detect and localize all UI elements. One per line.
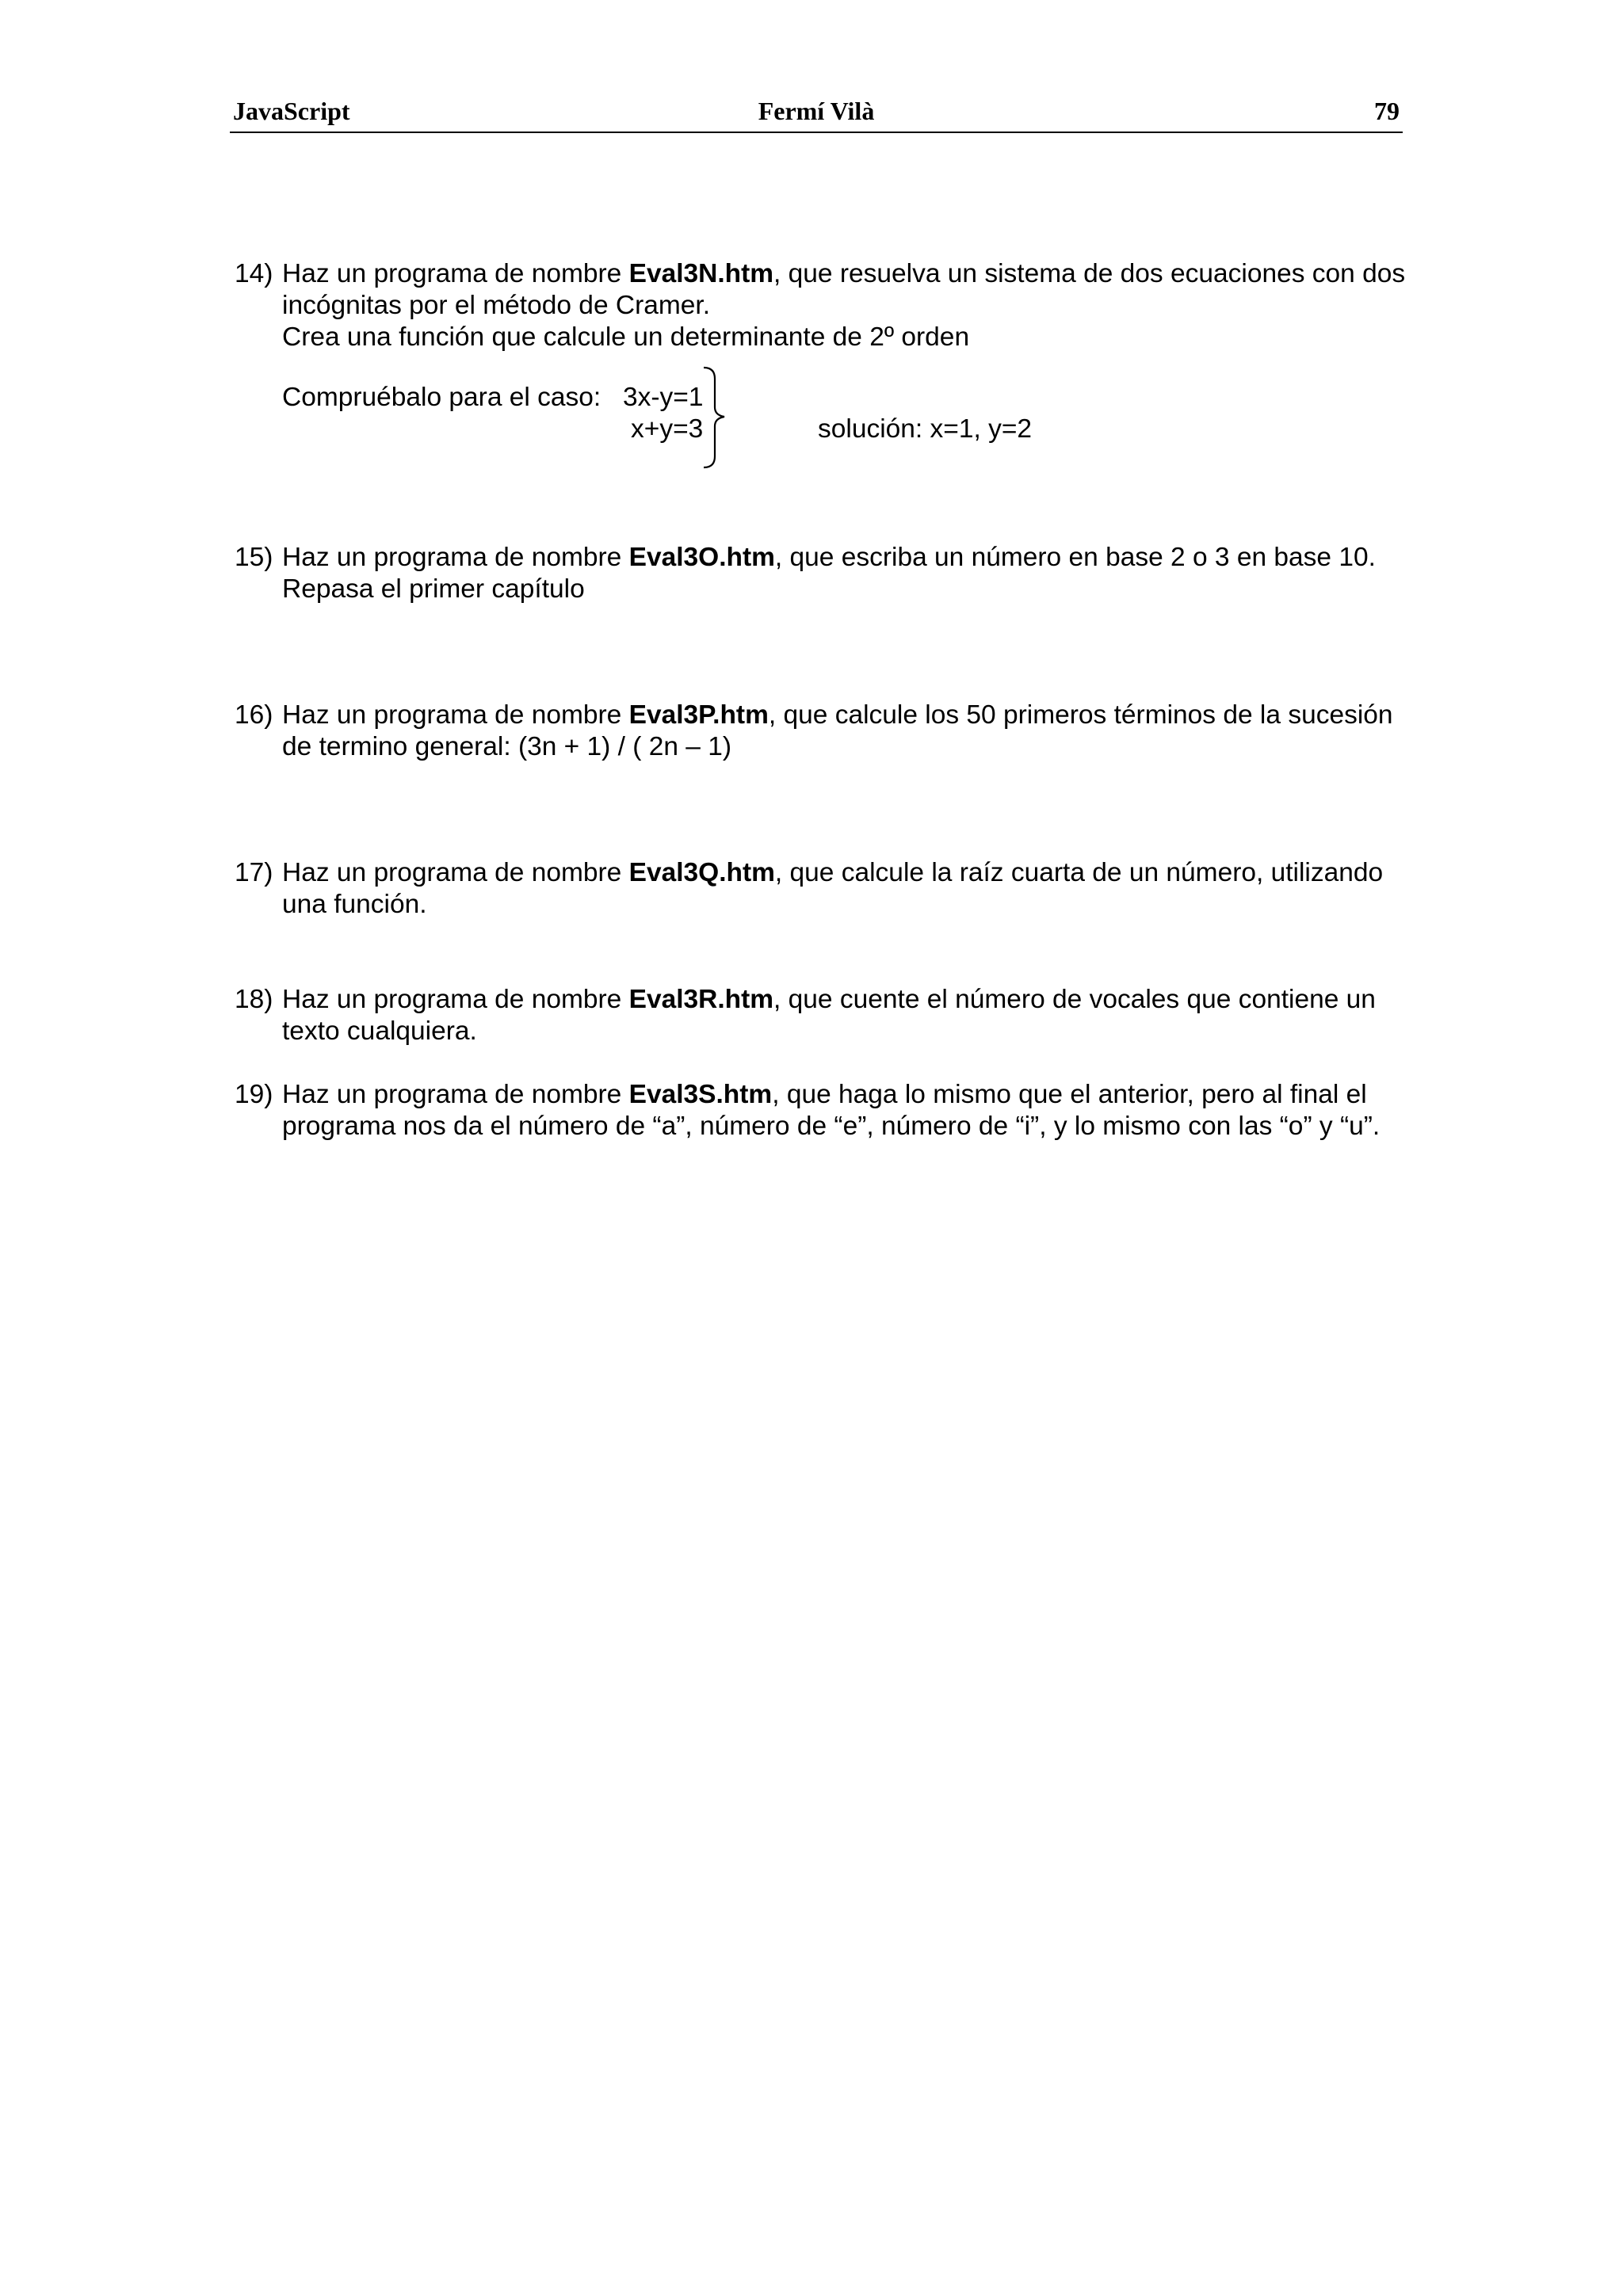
equation-1: 3x-y=1 bbox=[623, 383, 704, 412]
exercise-text: Haz un programa de nombre Eval3O.htm, que escriba un número en base 2 o 3 en base 10. bbox=[282, 543, 1376, 572]
exercise-number: 19) bbox=[235, 1080, 273, 1109]
file-name: Eval3R.htm bbox=[628, 985, 774, 1014]
exercise-text: Haz un programa de nombre Eval3N.htm, que resuelva un sistema de dos ecuaciones con dos incógnitas por el método de Cramer. bbox=[282, 259, 1406, 320]
page-number: 79 bbox=[1374, 97, 1400, 125]
solution: solución: x=1, y=2 bbox=[818, 414, 1033, 444]
exercise-19 bbox=[235, 1079, 1407, 1142]
page-header bbox=[230, 93, 1403, 133]
exercise-text: Haz un programa de nombre Eval3R.htm, que cuente el número de vocales que contiene un texto cualquiera. bbox=[282, 985, 1376, 1046]
exercise-text: Haz un programa de nombre Eval3Q.htm, que calcule la raíz cuarta de un número, utilizando una función. bbox=[282, 858, 1384, 919]
equation-system bbox=[282, 382, 1154, 469]
exercise-15 bbox=[235, 542, 1407, 605]
exercise-18 bbox=[235, 984, 1407, 1047]
file-name: Eval3O.htm bbox=[628, 543, 775, 572]
exercise-16 bbox=[235, 700, 1407, 763]
exercise-number: 18) bbox=[235, 985, 273, 1014]
header-author: Fermí Vilà bbox=[758, 97, 875, 125]
exercise-14 bbox=[235, 258, 1407, 353]
exercise-note: Repasa el primer capítulo bbox=[282, 574, 585, 604]
file-name: Eval3Q.htm bbox=[628, 858, 775, 887]
exercise-text: Haz un programa de nombre Eval3P.htm, que calcule los 50 primeros términos de la sucesión de termino general: (3n + 1) / ( 2n – 1) bbox=[282, 700, 1393, 761]
exercise-number: 15) bbox=[235, 543, 273, 572]
exercise-number: 17) bbox=[235, 858, 273, 887]
exercise-17 bbox=[235, 857, 1407, 921]
file-name: Eval3N.htm bbox=[628, 259, 774, 288]
exercise-number: 14) bbox=[235, 259, 273, 288]
exercise-note: Crea una función que calcule un determinante de 2º orden bbox=[282, 322, 970, 352]
exercise-text: Haz un programa de nombre Eval3S.htm, que haga lo mismo que el anterior, pero al final el programa nos da el número de “a”, número de “e”, número de “i”, y lo mismo con las “o” y “u”. bbox=[282, 1080, 1381, 1141]
header-title: JavaScript bbox=[233, 97, 350, 125]
check-label: Compruébalo para el caso: bbox=[282, 383, 601, 412]
right-brace bbox=[701, 366, 732, 469]
file-name: Eval3P.htm bbox=[628, 700, 769, 730]
file-name: Eval3S.htm bbox=[628, 1080, 773, 1109]
equation-2: x+y=3 bbox=[631, 414, 704, 444]
exercise-number: 16) bbox=[235, 700, 273, 730]
